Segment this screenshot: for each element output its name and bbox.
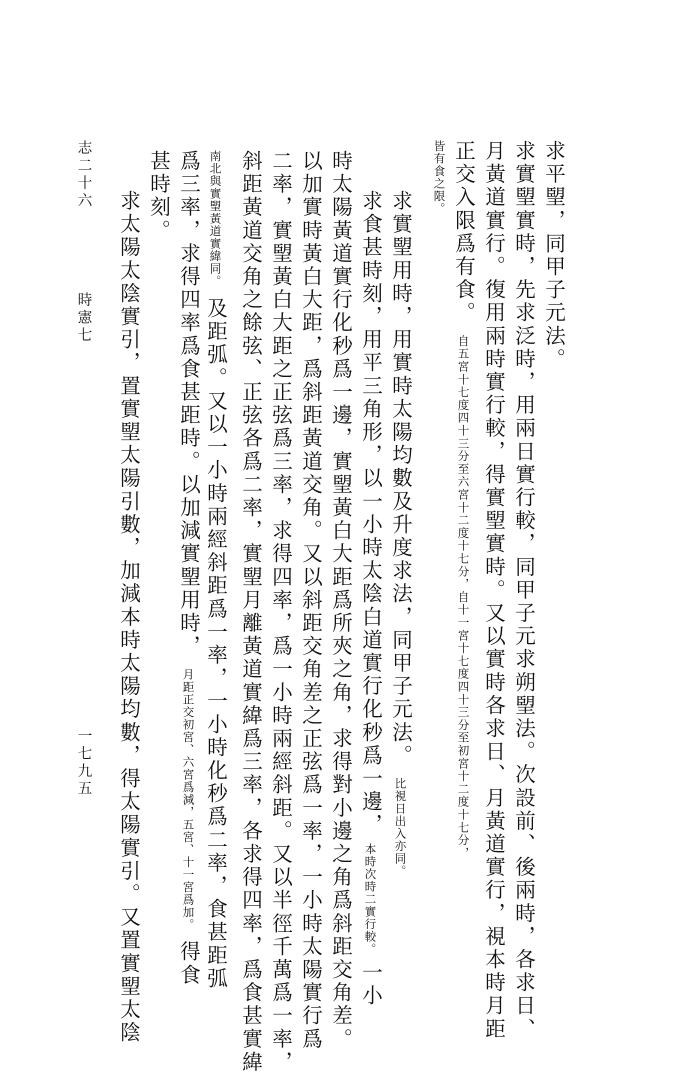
annotation-note: 南北與實朢黃道實緯同。 — [208, 150, 223, 288]
annotation-note: 比視日出入亦同。 — [393, 777, 408, 878]
text-column-11 — [205, 150, 226, 991]
annotation-note: 自五宮十七度四十三分至六宮十二度十七分，自十一宮十七度四十三分至初宮十二度十七分， — [456, 334, 471, 860]
text-column-9: 二率，實朢黃白大距之正弦爲三率，求得四率，爲一小時兩經斜距。又以半徑千萬爲一率， — [268, 150, 293, 1074]
footer-section: 時憲七 — [75, 292, 92, 345]
text-column-3: 月黃道實行。復用兩時實行較，得實朢實時。又以實時各求日、月黃道實行，視本時月距 — [481, 140, 506, 1041]
page-number: 一七九五 — [75, 728, 92, 798]
main-text: 正交入限爲有食。 — [451, 140, 476, 325]
main-text: 求實朢用時，用實時太陽均數及升度求法，同甲子元法。 — [388, 190, 413, 768]
annotation-note: 月距正交初宮、六宮爲減，五宮、十一宮爲加。 — [181, 668, 196, 931]
text-column-4 — [453, 140, 474, 860]
text-column-7: 時太陽黃道實行化秒爲一邊，實朢黃白大距爲所夾之角，求得對小邊之角爲斜距交角差。 — [328, 150, 353, 1051]
text-column-1: 求平朢，同甲子元法。 — [541, 140, 566, 371]
text-column-14: 求太陽太陰實引，置實朢太陽引數，加減本時太陽均數，得太陽實引。又置實朢太陰 — [116, 190, 141, 1045]
text-column-6 — [360, 190, 381, 1008]
text-column-5 — [390, 190, 411, 878]
annotation-note: 本時次時二實行較。 — [363, 842, 378, 956]
main-text: 爲三率，求得四率爲食甚距時。以加減實朢用時， — [176, 150, 201, 659]
main-text-continued: 得食 — [176, 940, 201, 987]
text-column-2: 求實朢實時，先求泛時，用兩日實行較，同甲子元求朔朢法。次設前、後兩時，各求日、 — [511, 140, 536, 1041]
main-text: 求食甚時刻，用平三角形，以一小時太陰白道實行化秒爲一邊， — [358, 190, 383, 837]
text-column-8: 以加實時黃白大距，爲斜距黃道交角。又以斜距交角差之正弦爲一率，一小時太陽實行爲 — [298, 150, 323, 1051]
footer-volume: 志二十六 — [75, 140, 92, 210]
annotation-continuation: 皆有食之限。 — [432, 140, 447, 215]
text-column-10: 斜距黃道交角之餘弦、正弦各爲二率，實朢月離黃道實緯爲三率，各求得四率，爲食甚實緯 — [238, 150, 263, 1074]
text-column-13: 甚時刻。 — [146, 150, 171, 243]
main-text: 及距弧。又以一小時兩經斜距爲一率，一小時化秒爲二率，食甚距弧 — [203, 297, 228, 991]
text-column-12 — [178, 150, 199, 987]
main-text-continued: 一小 — [358, 961, 383, 1008]
